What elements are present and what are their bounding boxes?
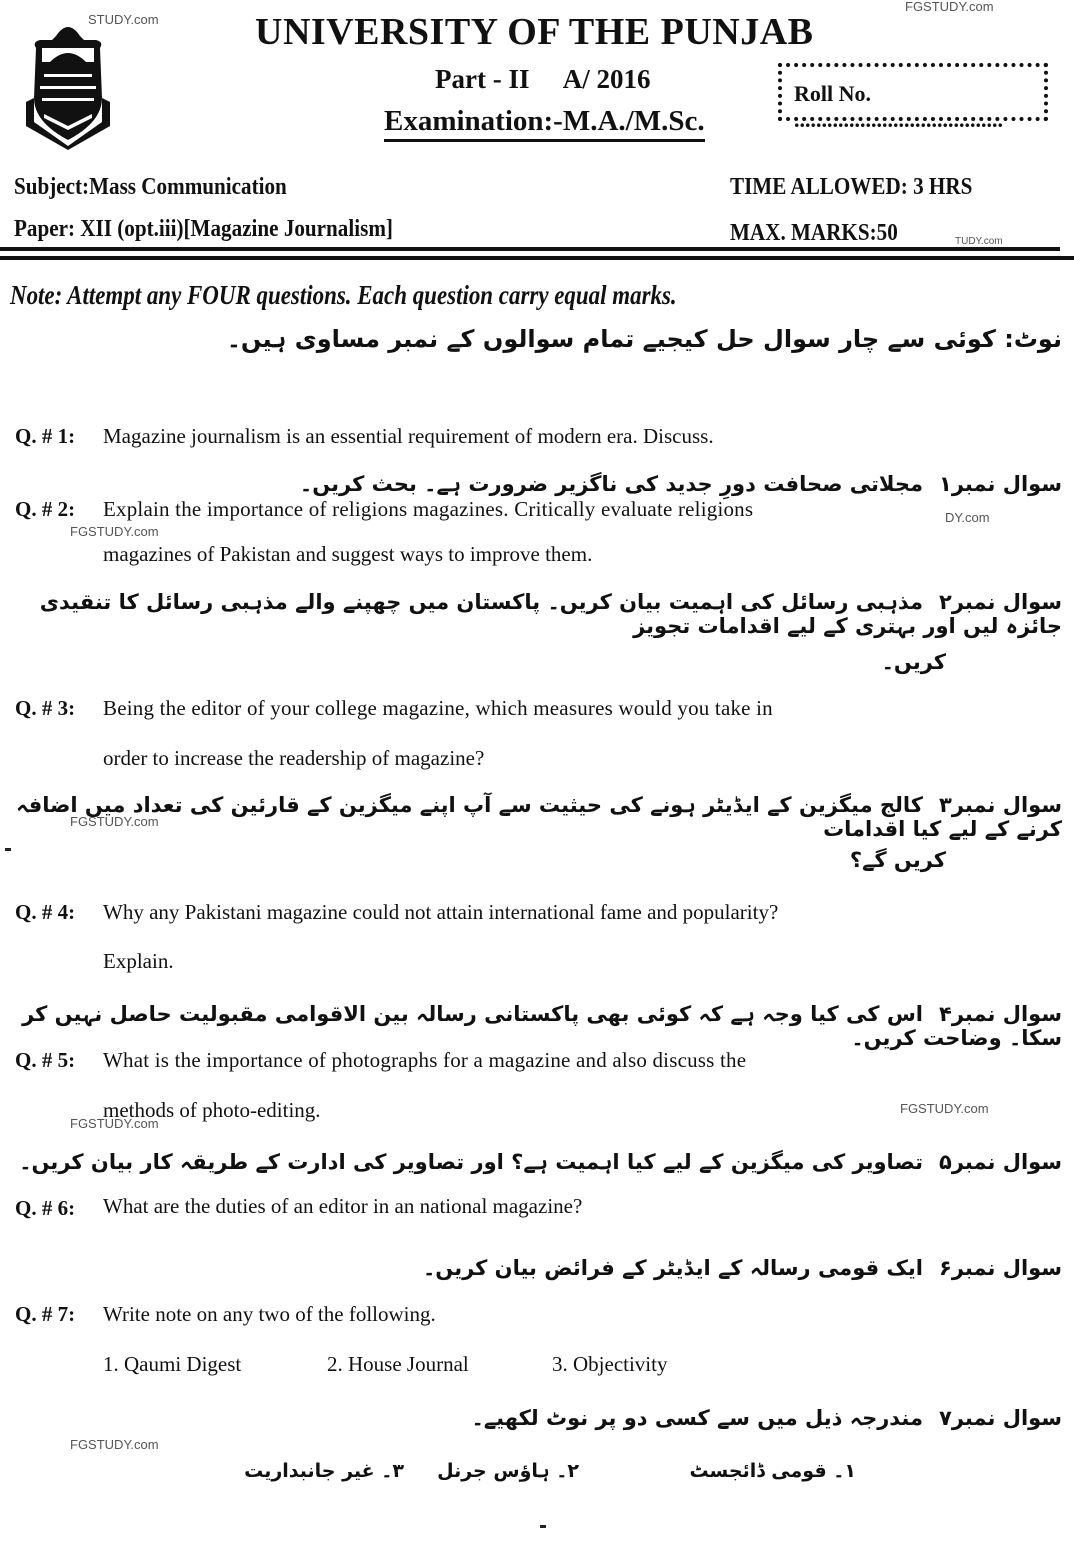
urdu-option-item: ۳۔ غیر جانبداریت: [244, 1460, 404, 1482]
question-text: What are the duties of an editor in an national magazine?: [103, 1194, 583, 1218]
question-urdu: [0, 793, 1062, 841]
urdu-question-text: اس کی کیا وجہ ہے کہ کوئی بھی پاکستانی رسالہ بین الاقوامی مقبولیت حاصل نہیں کر سکا۔ وضاحت کریں۔: [22, 1002, 1062, 1050]
university-title: UNIVERSITY OF THE PUNJAB: [255, 11, 814, 53]
watermark: FGSTUDY.com: [905, 0, 994, 14]
question-urdu: [472, 1406, 1062, 1430]
option-item: 2. House Journal: [327, 1352, 469, 1376]
urdu-question-text: تصاویر کی میگزین کے لیے کیا اہمیت ہے؟ اور تصاویر کی ادارت کے طریقہ کار بیان کریں۔: [19, 1150, 924, 1174]
question-urdu: [423, 1256, 1062, 1280]
session-label: A/ 2016: [562, 64, 651, 94]
question-urdu: [19, 1150, 1062, 1174]
watermark: DY.com: [945, 510, 990, 525]
question-text: Explain the importance of religions magazines. Critically evaluate religions: [103, 497, 754, 521]
question-text: methods of photo-editing.: [103, 1098, 321, 1122]
question-text: Why any Pakistani magazine could not attain international fame and popularity?: [103, 900, 779, 924]
roll-no-box[interactable]: Roll No. ......................................: [778, 63, 1048, 121]
max-marks-label: MAX. MARKS:50: [730, 220, 898, 246]
urdu-question-label: سوال نمبر۵: [939, 1150, 1062, 1174]
watermark: TUDY.com: [955, 236, 1003, 247]
part-session: [435, 64, 679, 95]
question-number: Q. # 6:: [15, 1196, 76, 1220]
urdu-question-label: سوال نمبر۱: [939, 472, 1062, 496]
urdu-question-text: مندرجہ ذیل میں سے کسی دو پر نوٹ لکھیے۔: [471, 1406, 924, 1430]
scan-mark: [5, 848, 11, 851]
header-divider: [0, 247, 1060, 251]
time-allowed-label: TIME ALLOWED: 3 HRS: [730, 174, 973, 200]
instruction-note-urdu: نوٹ: کوئی سے چار سوال حل کیجیے تمام سوالوں کے نمبر مساوی ہیں۔: [226, 325, 1062, 353]
scan-mark: [540, 1525, 546, 1528]
urdu-question-text: کریں گے؟: [849, 848, 946, 872]
urdu-question-label: سوال نمبر۴: [939, 1002, 1062, 1026]
urdu-question-text: کریں۔: [881, 650, 946, 674]
urdu-question-label: سوال نمبر۲: [939, 590, 1062, 614]
option-item: 1. Qaumi Digest: [103, 1352, 242, 1376]
urdu-option-item: ۱۔ قومی ڈائجسٹ: [689, 1460, 856, 1482]
urdu-question-text: کالج میگزین کے ایڈیٹر ہونے کی حیثیت سے آپ اپنے میگزین کے قارئین کی تعداد میں اضافہ کرنے کے لیے کیا اقدامات: [16, 793, 1062, 841]
urdu-question-label: سوال نمبر۳: [939, 793, 1062, 817]
question-text: Magazine journalism is an essential requirement of modern era. Discuss.: [103, 424, 714, 448]
question-text: magazines of Pakistan and suggest ways to improve them.: [103, 542, 593, 566]
examination-label: Examination:-M.A./M.Sc.: [384, 104, 705, 142]
question-number: Q. # 4:: [15, 900, 76, 924]
question-urdu: [0, 1002, 1062, 1050]
watermark: FGSTUDY.com: [70, 814, 159, 829]
question-number: Q. # 5:: [15, 1048, 76, 1072]
question-text: Write note on any two of the following.: [103, 1302, 436, 1326]
urdu-question-label: سوال نمبر۶: [939, 1256, 1062, 1280]
question-text: What is the importance of photographs for a magazine and also discuss the: [103, 1048, 747, 1072]
urdu-question-text: ایک قومی رسالہ کے ایڈیٹر کے فرائض بیان کریں۔: [423, 1256, 924, 1280]
watermark: FGSTUDY.com: [70, 524, 159, 539]
question-number: Q. # 1:: [15, 424, 76, 448]
part-label: Part - II: [435, 64, 530, 94]
watermark: FGSTUDY.com: [70, 1116, 159, 1131]
question-text: Explain.: [103, 949, 174, 973]
question-number: Q. # 3:: [15, 696, 76, 720]
paper-label: Paper: XII (opt.iii)[Magazine Journalism]: [14, 216, 393, 242]
urdu-question-text: مذہبی رسائل کی اہمیت بیان کریں۔ پاکستان میں چھپنے والے مذہبی رسائل کا تنقیدی جائزہ لیں اور بہتری کے لیے اقدامات تجویز: [39, 590, 1062, 638]
university-crest-logo: [22, 18, 114, 150]
option-item: 3. Objectivity: [552, 1352, 668, 1376]
question-text: Being the editor of your college magazine, which measures would you take in: [103, 696, 773, 720]
urdu-option-item: ۲۔ ہاؤس جرنل: [437, 1460, 579, 1482]
urdu-question-text: مجلاتی صحافت دورِ جدید کی ناگزیر ضرورت ہے۔ بحث کریں۔: [299, 472, 924, 496]
subject-label: Subject:Mass Communication: [14, 174, 287, 200]
watermark: STUDY.com: [88, 12, 159, 27]
instruction-note-english: Note: Attempt any FOUR questions. Each question carry equal marks.: [10, 280, 677, 310]
question-urdu: [300, 472, 1062, 496]
header-divider: [0, 256, 1074, 260]
question-number: Q. # 7:: [15, 1302, 76, 1326]
watermark: FGSTUDY.com: [900, 1101, 989, 1116]
urdu-question-label: سوال نمبر۷: [939, 1406, 1062, 1430]
watermark: FGSTUDY.com: [70, 1437, 159, 1452]
question-text: order to increase the readership of magazine?: [103, 746, 485, 770]
question-number: Q. # 2:: [15, 497, 76, 521]
question-urdu: [0, 590, 1062, 638]
